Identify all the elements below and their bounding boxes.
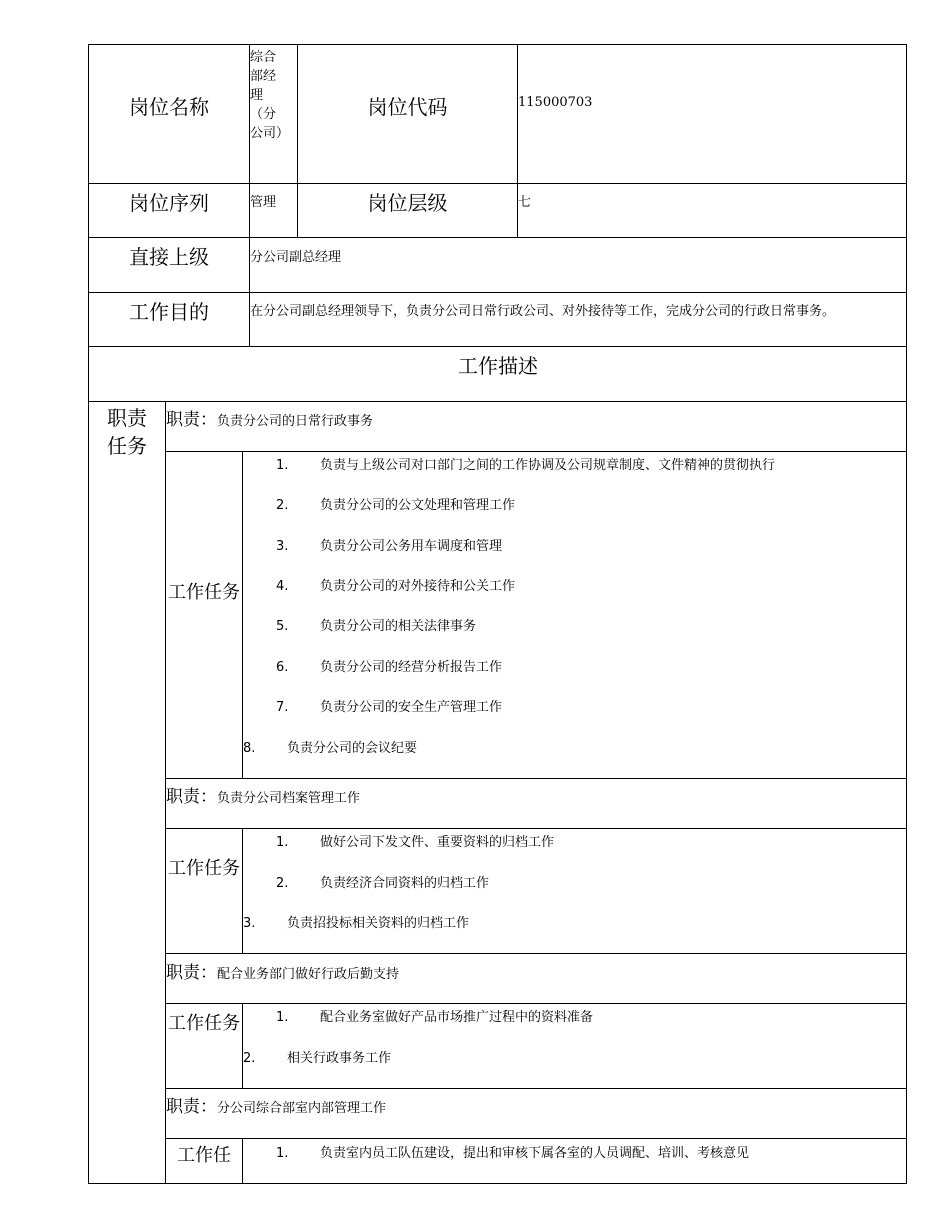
task-item: 5. 负责分公司的相关法律事务: [276, 619, 477, 634]
col-divider: [242, 451, 243, 778]
col-divider: [242, 1003, 243, 1088]
post-series-value: 管理: [250, 195, 277, 210]
row-divider: [165, 1003, 907, 1004]
post-series-label: 岗位序列: [129, 191, 209, 215]
purpose-label: 工作目的: [129, 300, 209, 324]
task-item: 1. 配合业务室做好产品市场推广过程中的资料准备: [276, 1010, 594, 1025]
table-border-top: [88, 44, 907, 45]
row-divider: [165, 1138, 907, 1139]
duty-title: 职责：配合业务部门做好行政后勤支持: [166, 963, 400, 983]
task-item: 1. 负责与上级公司对口部门之间的工作协调及公司规章制度、文件精神的贯彻执行: [276, 458, 776, 473]
task-label: 工作任务: [168, 1013, 240, 1034]
table-border-bottom: [88, 1183, 907, 1184]
task-label: 工作任: [177, 1145, 231, 1166]
purpose-value: 在分公司副总经理领导下，负责分公司日常行政公司、对外接待等工作，完成分公司的行政日常事务。: [250, 304, 836, 319]
task-item: 2. 负责经济合同资料的归档工作: [276, 876, 490, 891]
post-level-label: 岗位层级: [367, 191, 448, 215]
post-name-label: 岗位名称: [129, 95, 209, 119]
task-item: 8. 负责分公司的会议纪要: [243, 741, 418, 756]
task-item: 1. 负责室内员工队伍建设，提出和审核下属各室的人员调配、培训、考核意见: [276, 1146, 750, 1161]
row-divider: [165, 953, 907, 954]
col-divider: [242, 1138, 243, 1183]
task-item: 4. 负责分公司的对外接待和公关工作: [276, 579, 516, 594]
table-border-right: [906, 44, 907, 1184]
duty-title: 职责：负责分公司的日常行政事务: [166, 410, 374, 430]
post-name-value: 综合部经理（分公司）: [250, 50, 290, 141]
duty-title: 职责：负责分公司档案管理工作: [166, 787, 361, 807]
row-divider: [165, 451, 907, 452]
row-divider: [88, 237, 907, 238]
row-divider: [88, 401, 907, 402]
post-level-value: 七: [518, 195, 532, 210]
section-title: 工作描述: [458, 354, 538, 378]
row-divider: [165, 1088, 907, 1089]
task-item: 7. 负责分公司的安全生产管理工作: [276, 700, 503, 715]
row-divider: [88, 292, 907, 293]
task-item: 6. 负责分公司的经营分析报告工作: [276, 660, 503, 675]
row-divider: [88, 183, 907, 184]
task-item: 2. 相关行政事务工作: [243, 1051, 392, 1066]
duty-title: 职责：分公司综合部室内部管理工作: [166, 1097, 387, 1117]
task-item: 3. 负责分公司公务用车调度和管理: [276, 539, 503, 554]
task-label: 工作任务: [168, 582, 240, 603]
post-code-label: 岗位代码: [367, 95, 448, 119]
task-item: 3. 负责招投标相关资料的归档工作: [243, 916, 470, 931]
row-divider: [165, 778, 907, 779]
task-item: 2. 负责分公司的公文处理和管理工作: [276, 498, 516, 513]
row-divider: [88, 346, 907, 347]
duty-column-label: 职责任务: [107, 406, 147, 458]
superior-value: 分公司副总经理: [250, 250, 342, 265]
col-divider: [242, 828, 243, 953]
superior-label: 直接上级: [129, 245, 209, 269]
task-item: 1. 做好公司下发文件、重要资料的归档工作: [276, 835, 555, 850]
row-divider: [165, 828, 907, 829]
post-code-value: 115000703: [518, 95, 593, 110]
task-label: 工作任务: [168, 858, 240, 879]
